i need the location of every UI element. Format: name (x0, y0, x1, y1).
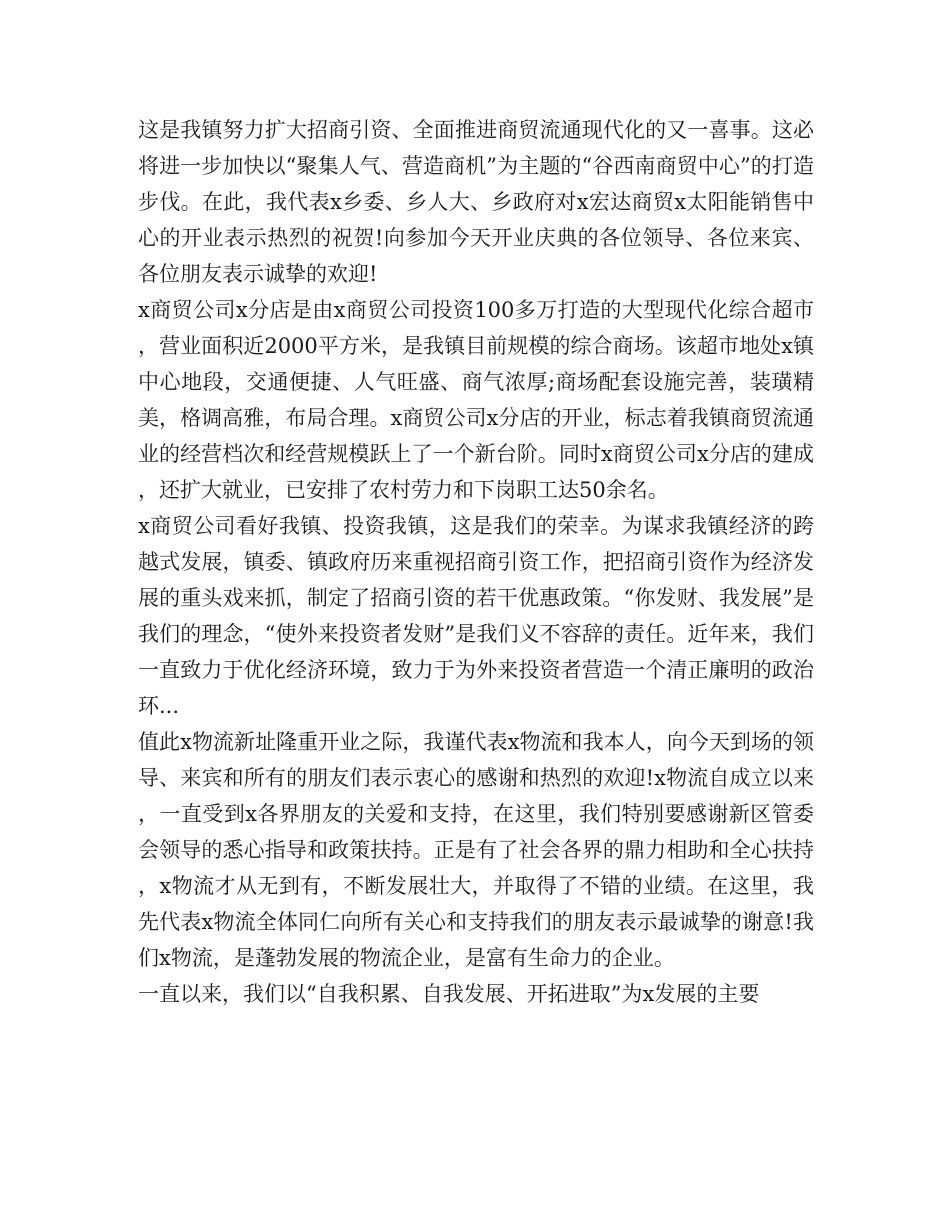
paragraph-4: 值此x物流新址隆重开业之际，我谨代表x物流和我本人，向今天到场的领导、来宾和所有的朋友们表示衷心的感谢和热烈的欢迎!x物流自成立以来，一直受到x各界朋友的关爱和支持，在这里，我们特别要感谢新区管委会领导的悉心指导和政策扶持。正是有了社会各界的鼎力相助和全心扶持，x物流才从无到有，不断发展壮大，并取得了不错的业绩。在这里，我先代表x物流全体同仁向所有关心和支持我们的朋友表示最诚挚的谢意!我们x物流，是蓬勃发展的物流企业，是富有生命力的企业。 (138, 730, 814, 970)
document-body (138, 112, 814, 1012)
paragraph-1: 这是我镇努力扩大招商引资、全面推进商贸流通现代化的又一喜事。这必将进一步加快以“聚集人气、营造商机”为主题的“谷西南商贸中心”的打造步伐。在此，我代表x乡委、乡人大、乡政府对x宏达商贸x太阳能销售中心的开业表示热烈的祝贺!向参加今天开业庆典的各位领导、各位来宾、各位朋友表示诚挚的欢迎! (138, 118, 814, 286)
paragraph-5: 一直以来，我们以“自我积累、自我发展、开拓进取”为x发展的主要 (138, 982, 760, 1006)
paragraph-3: x商贸公司看好我镇、投资我镇，这是我们的荣幸。为谋求我镇经济的跨越式发展，镇委、镇政府历来重视招商引资工作，把招商引资作为经济发展的重头戏来抓，制定了招商引资的若干优惠政策。“你发财、我发展”是我们的理念，“使外来投资者发财”是我们义不容辞的责任。近年来，我们一直致力于优化经济环境，致力于为外来投资者营造一个清正廉明的政治环... (138, 514, 814, 718)
paragraph-2: x商贸公司x分店是由x商贸公司投资100多万打造的大型现代化综合超市，营业面积近2000平方米，是我镇目前规模的综合商场。该超市地处x镇中心地段，交通便捷、人气旺盛、商气浓厚;商场配套设施完善，装璜精美，格调高雅，布局合理。x商贸公司x分店的开业，标志着我镇商贸流通业的经营档次和经营规模跃上了一个新台阶。同时x商贸公司x分店的建成，还扩大就业，已安排了农村劳力和下岗职工达50余名。 (138, 298, 814, 502)
